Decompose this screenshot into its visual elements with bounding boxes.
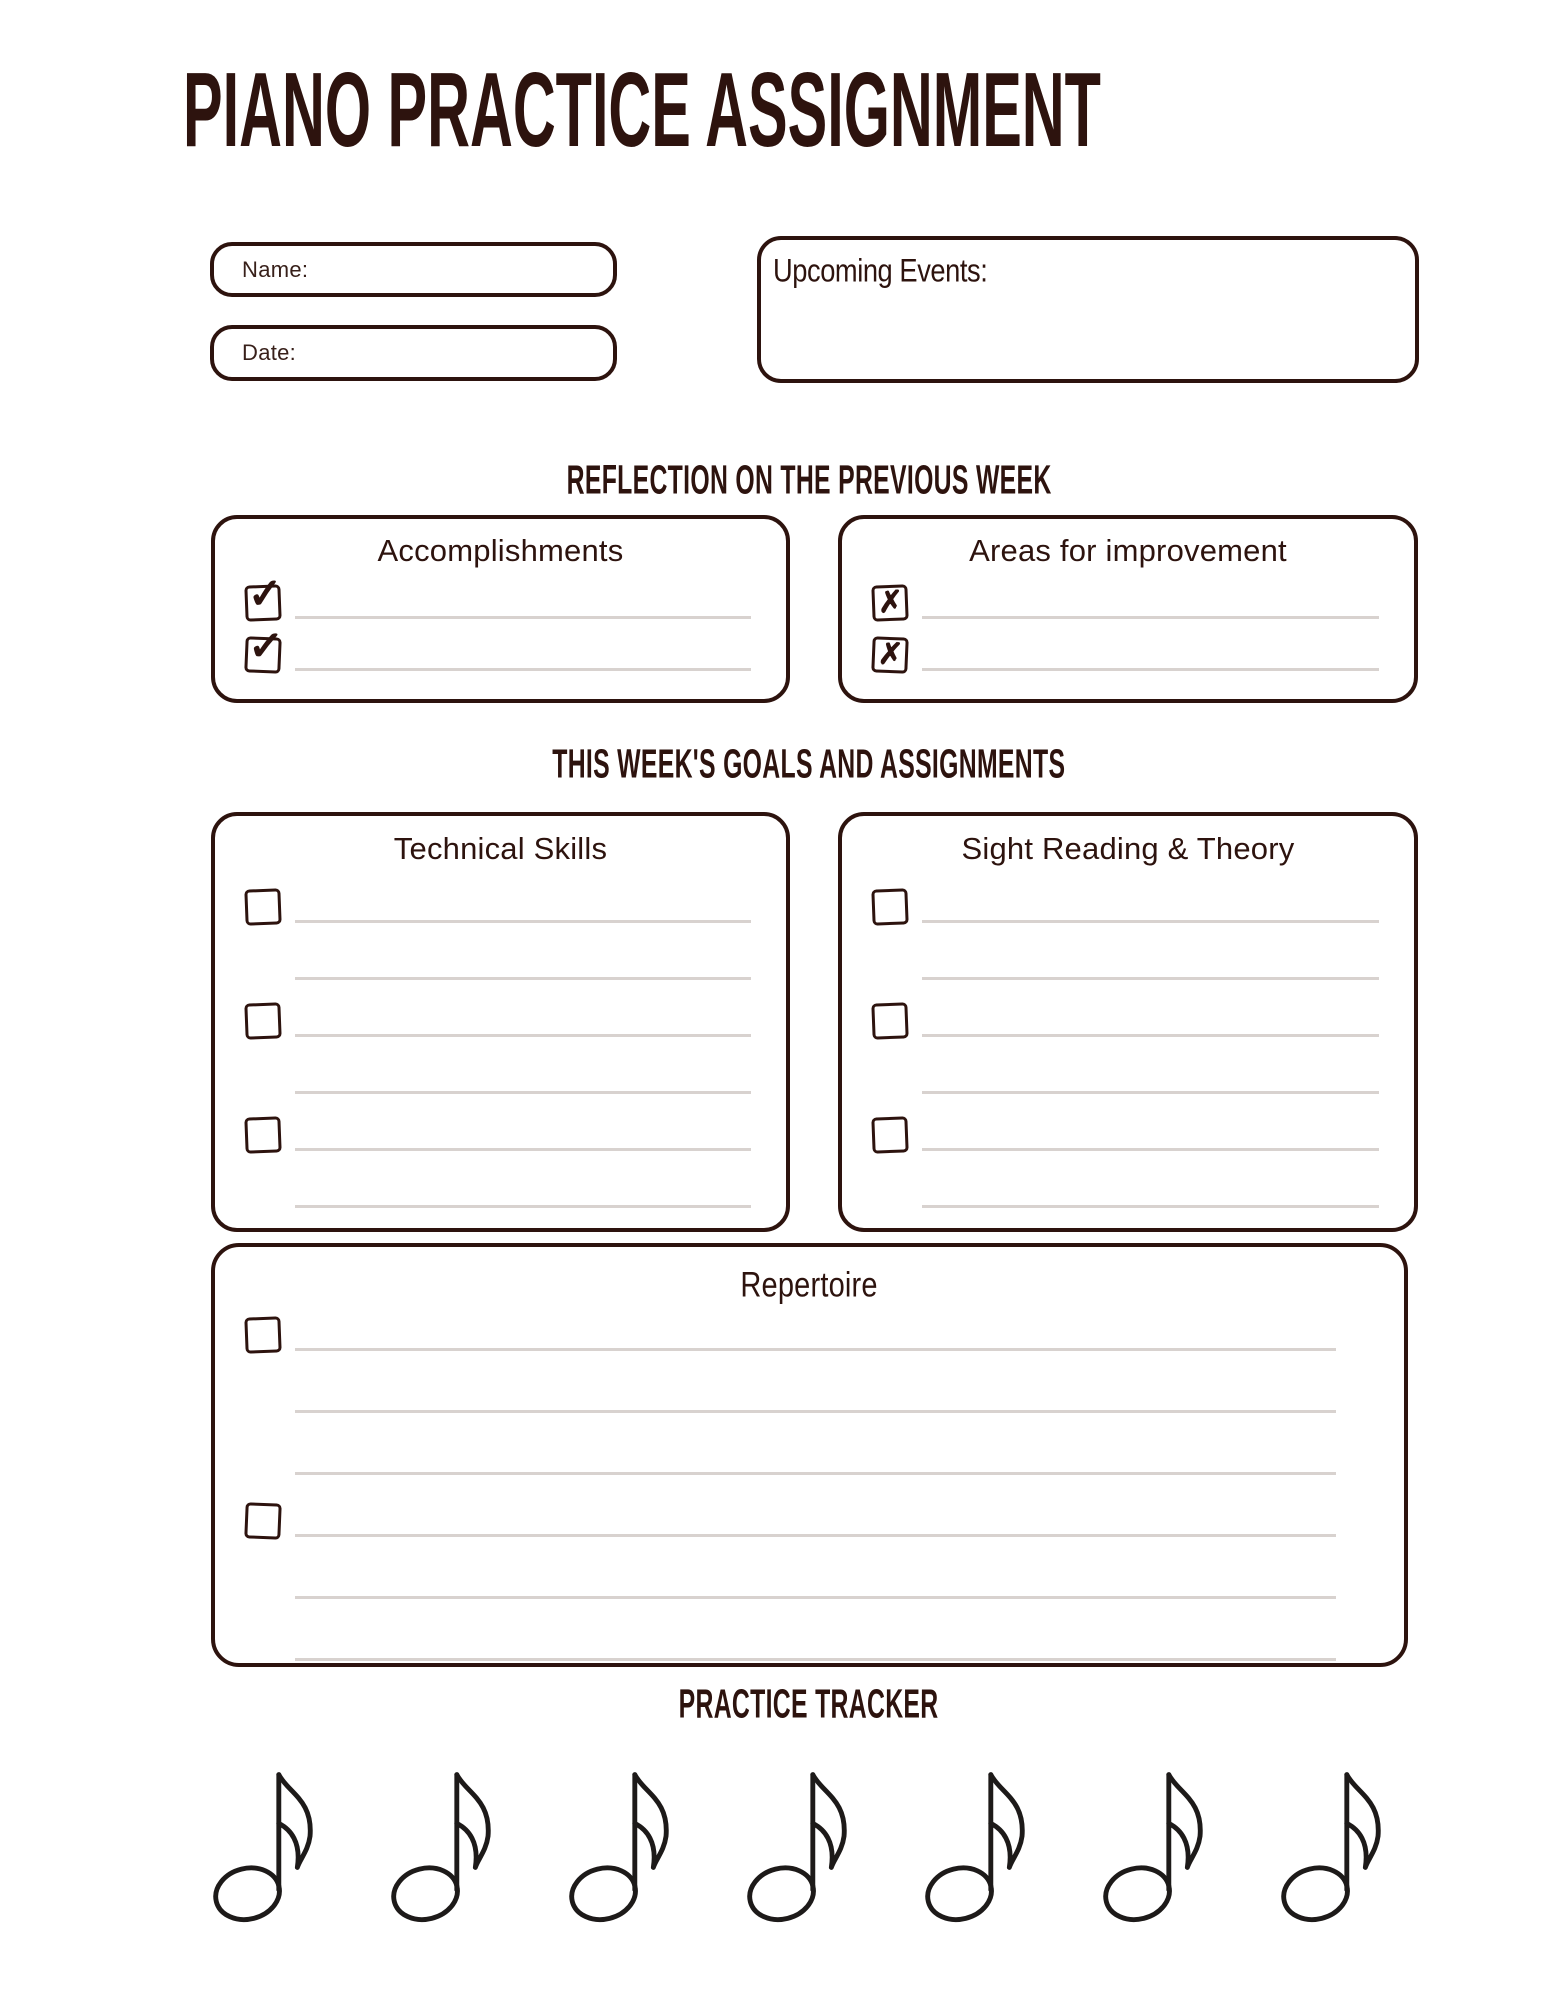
checklist-row <box>245 1037 751 1094</box>
write-in-line[interactable] <box>295 668 751 671</box>
write-in-line[interactable] <box>295 1658 1336 1661</box>
crossed-checkbox[interactable] <box>871 584 908 621</box>
upcoming-events-box[interactable] <box>757 236 1419 383</box>
technical-skills-checklist <box>215 866 786 1208</box>
areas-for-improvement-title: Areas for improvement <box>969 533 1287 568</box>
checkbox-slot <box>245 621 288 671</box>
goals-heading: THIS WEEK'S GOALS AND ASSIGNMENTS <box>552 742 1066 787</box>
empty-checkbox[interactable] <box>871 1116 908 1153</box>
write-in-line[interactable] <box>295 1472 1336 1475</box>
empty-checkbox[interactable] <box>871 888 908 925</box>
sight-reading-theory-box <box>838 812 1418 1232</box>
checklist-row <box>245 567 751 619</box>
eighth-note-icon[interactable] <box>924 1760 1042 1924</box>
checked-checkbox[interactable] <box>244 569 284 621</box>
checkbox-slot <box>872 1003 915 1037</box>
eighth-note-icon[interactable] <box>568 1760 686 1924</box>
empty-checkbox[interactable] <box>244 1502 281 1539</box>
write-in-line[interactable] <box>295 920 751 923</box>
accomplishments-title: Accomplishments <box>377 533 624 568</box>
reflection-heading: REFLECTION ON THE PREVIOUS WEEK <box>566 458 1052 503</box>
write-in-line[interactable] <box>922 1205 1379 1208</box>
checklist-row <box>872 1037 1379 1094</box>
technical-skills-box <box>211 812 790 1232</box>
eighth-note-icon[interactable] <box>390 1760 508 1924</box>
write-in-line[interactable] <box>295 977 751 980</box>
repertoire-box <box>211 1243 1408 1667</box>
upcoming-events-label: Upcoming Events: <box>773 252 988 290</box>
empty-checkbox[interactable] <box>871 1002 908 1039</box>
technical-skills-title: Technical Skills <box>393 831 608 866</box>
checklist-row <box>245 1537 1336 1599</box>
checkbox-slot <box>245 1003 288 1037</box>
cross-mark-icon: ✗ <box>877 637 904 672</box>
checklist-row <box>245 619 751 671</box>
practice-tracker-notes <box>212 1760 1398 1924</box>
write-in-line[interactable] <box>922 1034 1379 1037</box>
write-in-line[interactable] <box>295 1148 751 1151</box>
goals-heading-wrap <box>210 742 1408 787</box>
checklist-row <box>245 1413 1336 1475</box>
date-field[interactable] <box>210 325 617 381</box>
areas-for-improvement-checklist <box>842 567 1414 671</box>
crossed-checkbox[interactable] <box>871 636 908 673</box>
eighth-note-icon[interactable] <box>1280 1760 1398 1924</box>
repertoire-title: Repertoire <box>740 1263 879 1304</box>
name-label: Name: <box>242 256 309 282</box>
eighth-note-icon[interactable] <box>1102 1760 1220 1924</box>
write-in-line[interactable] <box>295 616 751 619</box>
checklist-row <box>245 1094 751 1151</box>
write-in-line[interactable] <box>295 1596 1336 1599</box>
check-mark-icon: ✓ <box>247 621 285 670</box>
checkbox-slot <box>872 637 915 671</box>
write-in-line[interactable] <box>295 1205 751 1208</box>
repertoire-title-wrap <box>215 1265 1404 1302</box>
checkbox-slot <box>245 889 288 923</box>
checklist-row <box>245 1599 1336 1661</box>
write-in-line[interactable] <box>295 1534 1336 1537</box>
checklist-row <box>872 866 1379 923</box>
checklist-row <box>872 1151 1379 1208</box>
practice-tracker-heading-wrap <box>210 1682 1408 1727</box>
checklist-row <box>245 1151 751 1208</box>
write-in-line[interactable] <box>922 920 1379 923</box>
write-in-line[interactable] <box>295 1034 751 1037</box>
check-mark-icon: ✓ <box>246 569 284 618</box>
checklist-row <box>872 1094 1379 1151</box>
repertoire-checklist <box>215 1302 1404 1661</box>
cross-mark-icon: ✗ <box>877 585 904 620</box>
empty-checkbox[interactable] <box>244 888 281 925</box>
checklist-row <box>872 619 1379 671</box>
write-in-line[interactable] <box>295 1410 1336 1413</box>
checkbox-slot <box>245 569 288 619</box>
checkbox-slot <box>245 1317 288 1351</box>
checklist-row <box>245 1475 1336 1537</box>
checklist-row <box>245 1302 1336 1351</box>
checkbox-slot <box>245 1117 288 1151</box>
accomplishments-checklist <box>215 567 786 671</box>
write-in-line[interactable] <box>922 668 1379 671</box>
checkbox-slot <box>872 585 915 619</box>
write-in-line[interactable] <box>922 977 1379 980</box>
write-in-line[interactable] <box>295 1091 751 1094</box>
checklist-row <box>245 866 751 923</box>
name-field[interactable] <box>210 242 617 297</box>
checklist-row <box>872 567 1379 619</box>
empty-checkbox[interactable] <box>244 1002 281 1039</box>
checklist-row <box>872 923 1379 980</box>
empty-checkbox[interactable] <box>244 1116 281 1153</box>
eighth-note-icon[interactable] <box>212 1760 330 1924</box>
checked-checkbox[interactable] <box>244 621 285 673</box>
page-title: PIANO PRACTICE ASSIGNMENT <box>183 51 1101 169</box>
empty-checkbox[interactable] <box>244 1316 281 1353</box>
accomplishments-box <box>211 515 790 703</box>
write-in-line[interactable] <box>295 1348 1336 1351</box>
checkbox-slot <box>872 889 915 923</box>
reflection-heading-wrap <box>210 458 1408 503</box>
page-title-wrap <box>183 50 1545 171</box>
checklist-row <box>872 980 1379 1037</box>
checkbox-slot <box>245 1503 288 1537</box>
checklist-row <box>245 980 751 1037</box>
eighth-note-icon[interactable] <box>746 1760 864 1924</box>
write-in-line[interactable] <box>922 1148 1379 1151</box>
sight-reading-theory-title: Sight Reading & Theory <box>961 831 1295 866</box>
write-in-line[interactable] <box>922 1091 1379 1094</box>
write-in-line[interactable] <box>922 616 1379 619</box>
checklist-row <box>245 923 751 980</box>
checkbox-slot <box>872 1117 915 1151</box>
checklist-row <box>245 1351 1336 1413</box>
date-label: Date: <box>242 340 297 365</box>
areas-for-improvement-box <box>838 515 1418 703</box>
practice-tracker-heading: PRACTICE TRACKER <box>679 1682 939 1727</box>
sight-reading-theory-checklist <box>842 866 1414 1208</box>
